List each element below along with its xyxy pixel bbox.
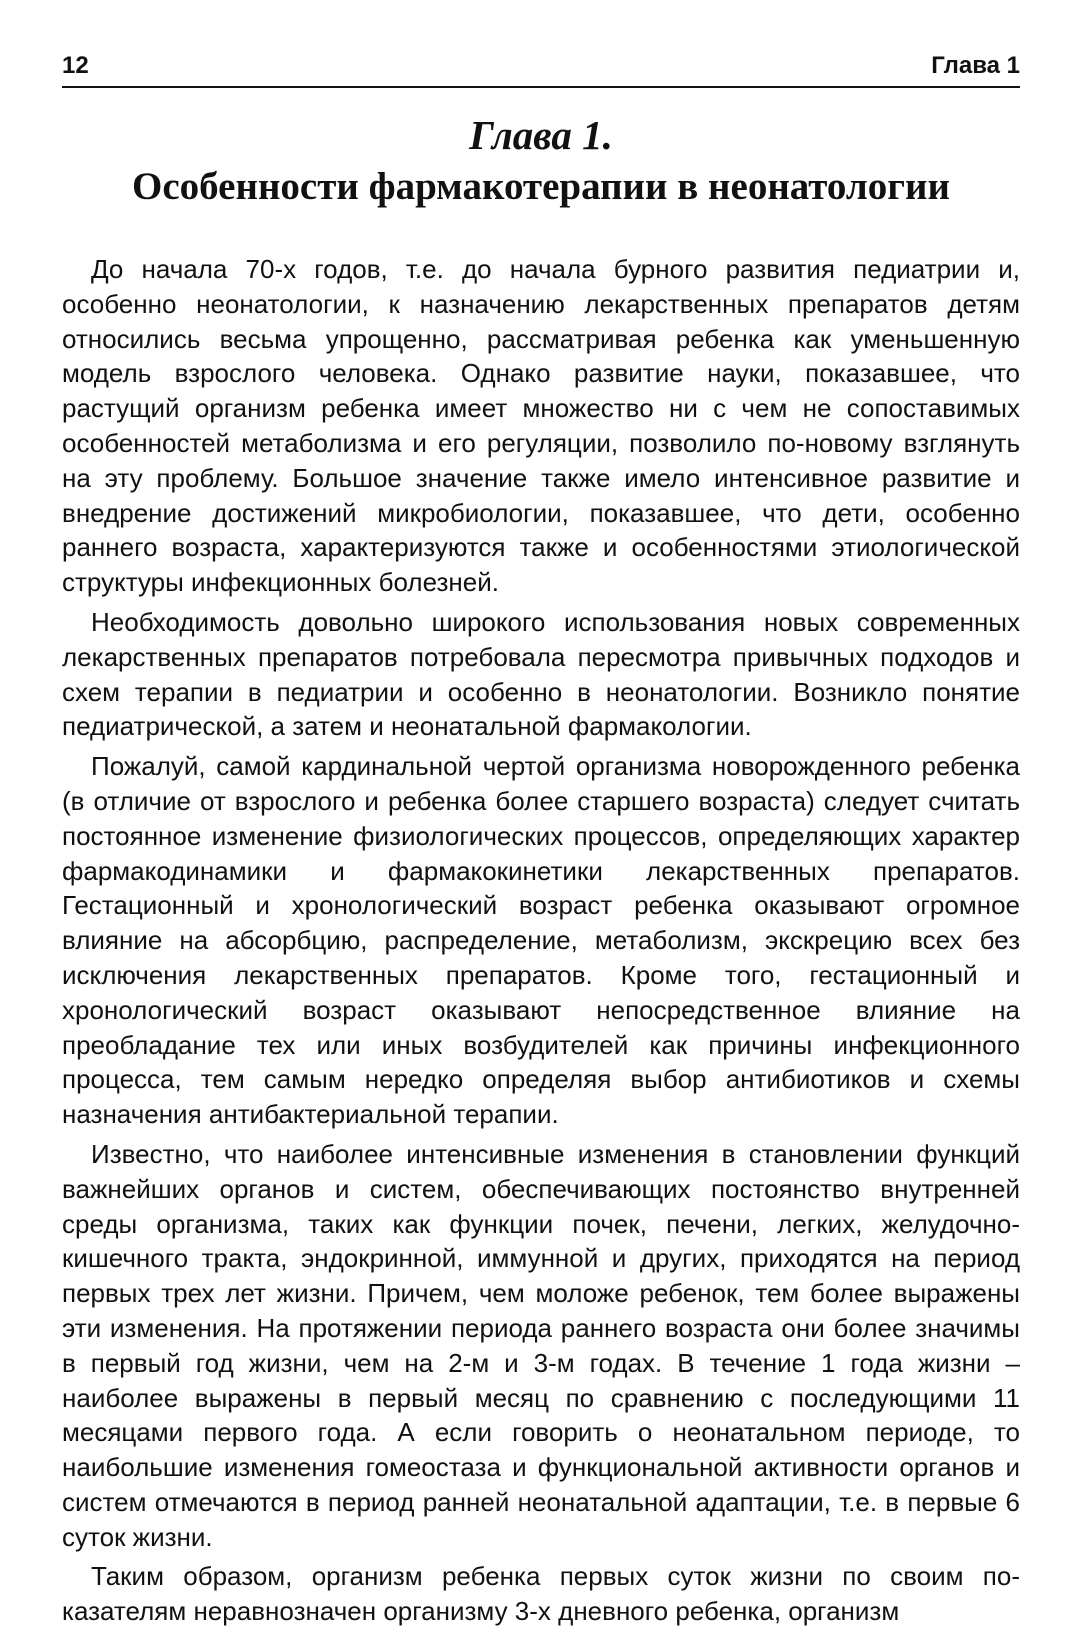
page-number: 12: [62, 52, 89, 79]
paragraph: Необходимость довольно широкого использования новых современных лекарственных препаратов потребовала пересмотра привычных подходов и схем терапии в педиатрии и особенно в неонатологии. Возникло понятие педиатрической, а затем и неонатальной фармакологии.: [62, 606, 1020, 742]
chapter-title: Особенности фармакотерапии в неонатологии: [132, 165, 950, 208]
running-header: [62, 52, 1020, 88]
paragraph: Таким образом, организм ребенка первых суток жизни по своим показателям неравнозначен организму 3-х дневного ребенка, организм: [62, 1561, 1020, 1627]
chapter-heading: [62, 110, 1020, 212]
paragraph: Известно, что наиболее интенсивные изменения в становлении функций важнейших органов и систем, обеспечивающих постоянство внутренней среды организма, таких как функции почек, печени, легких, желудочно-кишечного тракта, эндокринной, иммунной и других, приходятся на период первых трех лет жизни. Причем, чем моложе ребенок, тем более выражены эти изменения. На протяжении периода раннего возраста они более значимы в первый год жизни, чем на 2-м и 3-м годах. В течение 1 года жизни – наиболее выражены в первый месяц по сравнению с последующими 11 месяцами первого года. А если говорить о неонатальном периоде, то наибольшие изменения гомеостаза и функциональной активности органов и систем отмечаются в период ранней неонатальной адаптации, т.е. в первые 6 суток жизни.: [62, 1138, 1020, 1552]
paragraph: Пожалуй, самой кардинальной чертой организма новорожденного ребенка (в отличие от взрослого и ребенка более старшего возраста) следует считать постоянное изменение физиологических процессов, определяющих характер фармакодинамики и фармакокинетики лекарственных препаратов. Гестационный и хронологический возраст ребенка оказывают огромное влияние на абсорбцию, распределение, метаболизм, экскрецию всех без исключения лекарственных препаратов. Кроме того, гестационный и хронологический возраст оказывают непосредственное влияние на преобладание тех или иных возбудителей как причины инфекционного процесса, тем самым нередко определяя выбор антибиотиков и схемы назначения антибактериальной терапии.: [62, 751, 1020, 1130]
body-text: [62, 252, 1020, 1629]
book-page: [62, 52, 1020, 1634]
running-title: Глава 1: [931, 52, 1020, 79]
paragraph: До начала 70-х годов, т.е. до начала бурного развития педиатрии и, особенно неонатологии, к назначению лекарственных препаратов детям относились весьма упрощенно, рассматривая ребенка как уменьшенную модель взрослого человека. Однако развитие науки, показавшее, что растущий организм ребенка имеет множество ни с чем не сопоставимых особенностей метаболизма и его регуляции, позволило по-новому взглянуть на эту проблему. Большое значение также имело интенсивное развитие и внедрение достижений микробиологии, показавшее, что дети, особенно раннего возраста, характеризуются также и особенностями этиологической структуры инфекционных болезней.: [62, 254, 1020, 598]
chapter-label: Глава 1.: [469, 112, 613, 158]
